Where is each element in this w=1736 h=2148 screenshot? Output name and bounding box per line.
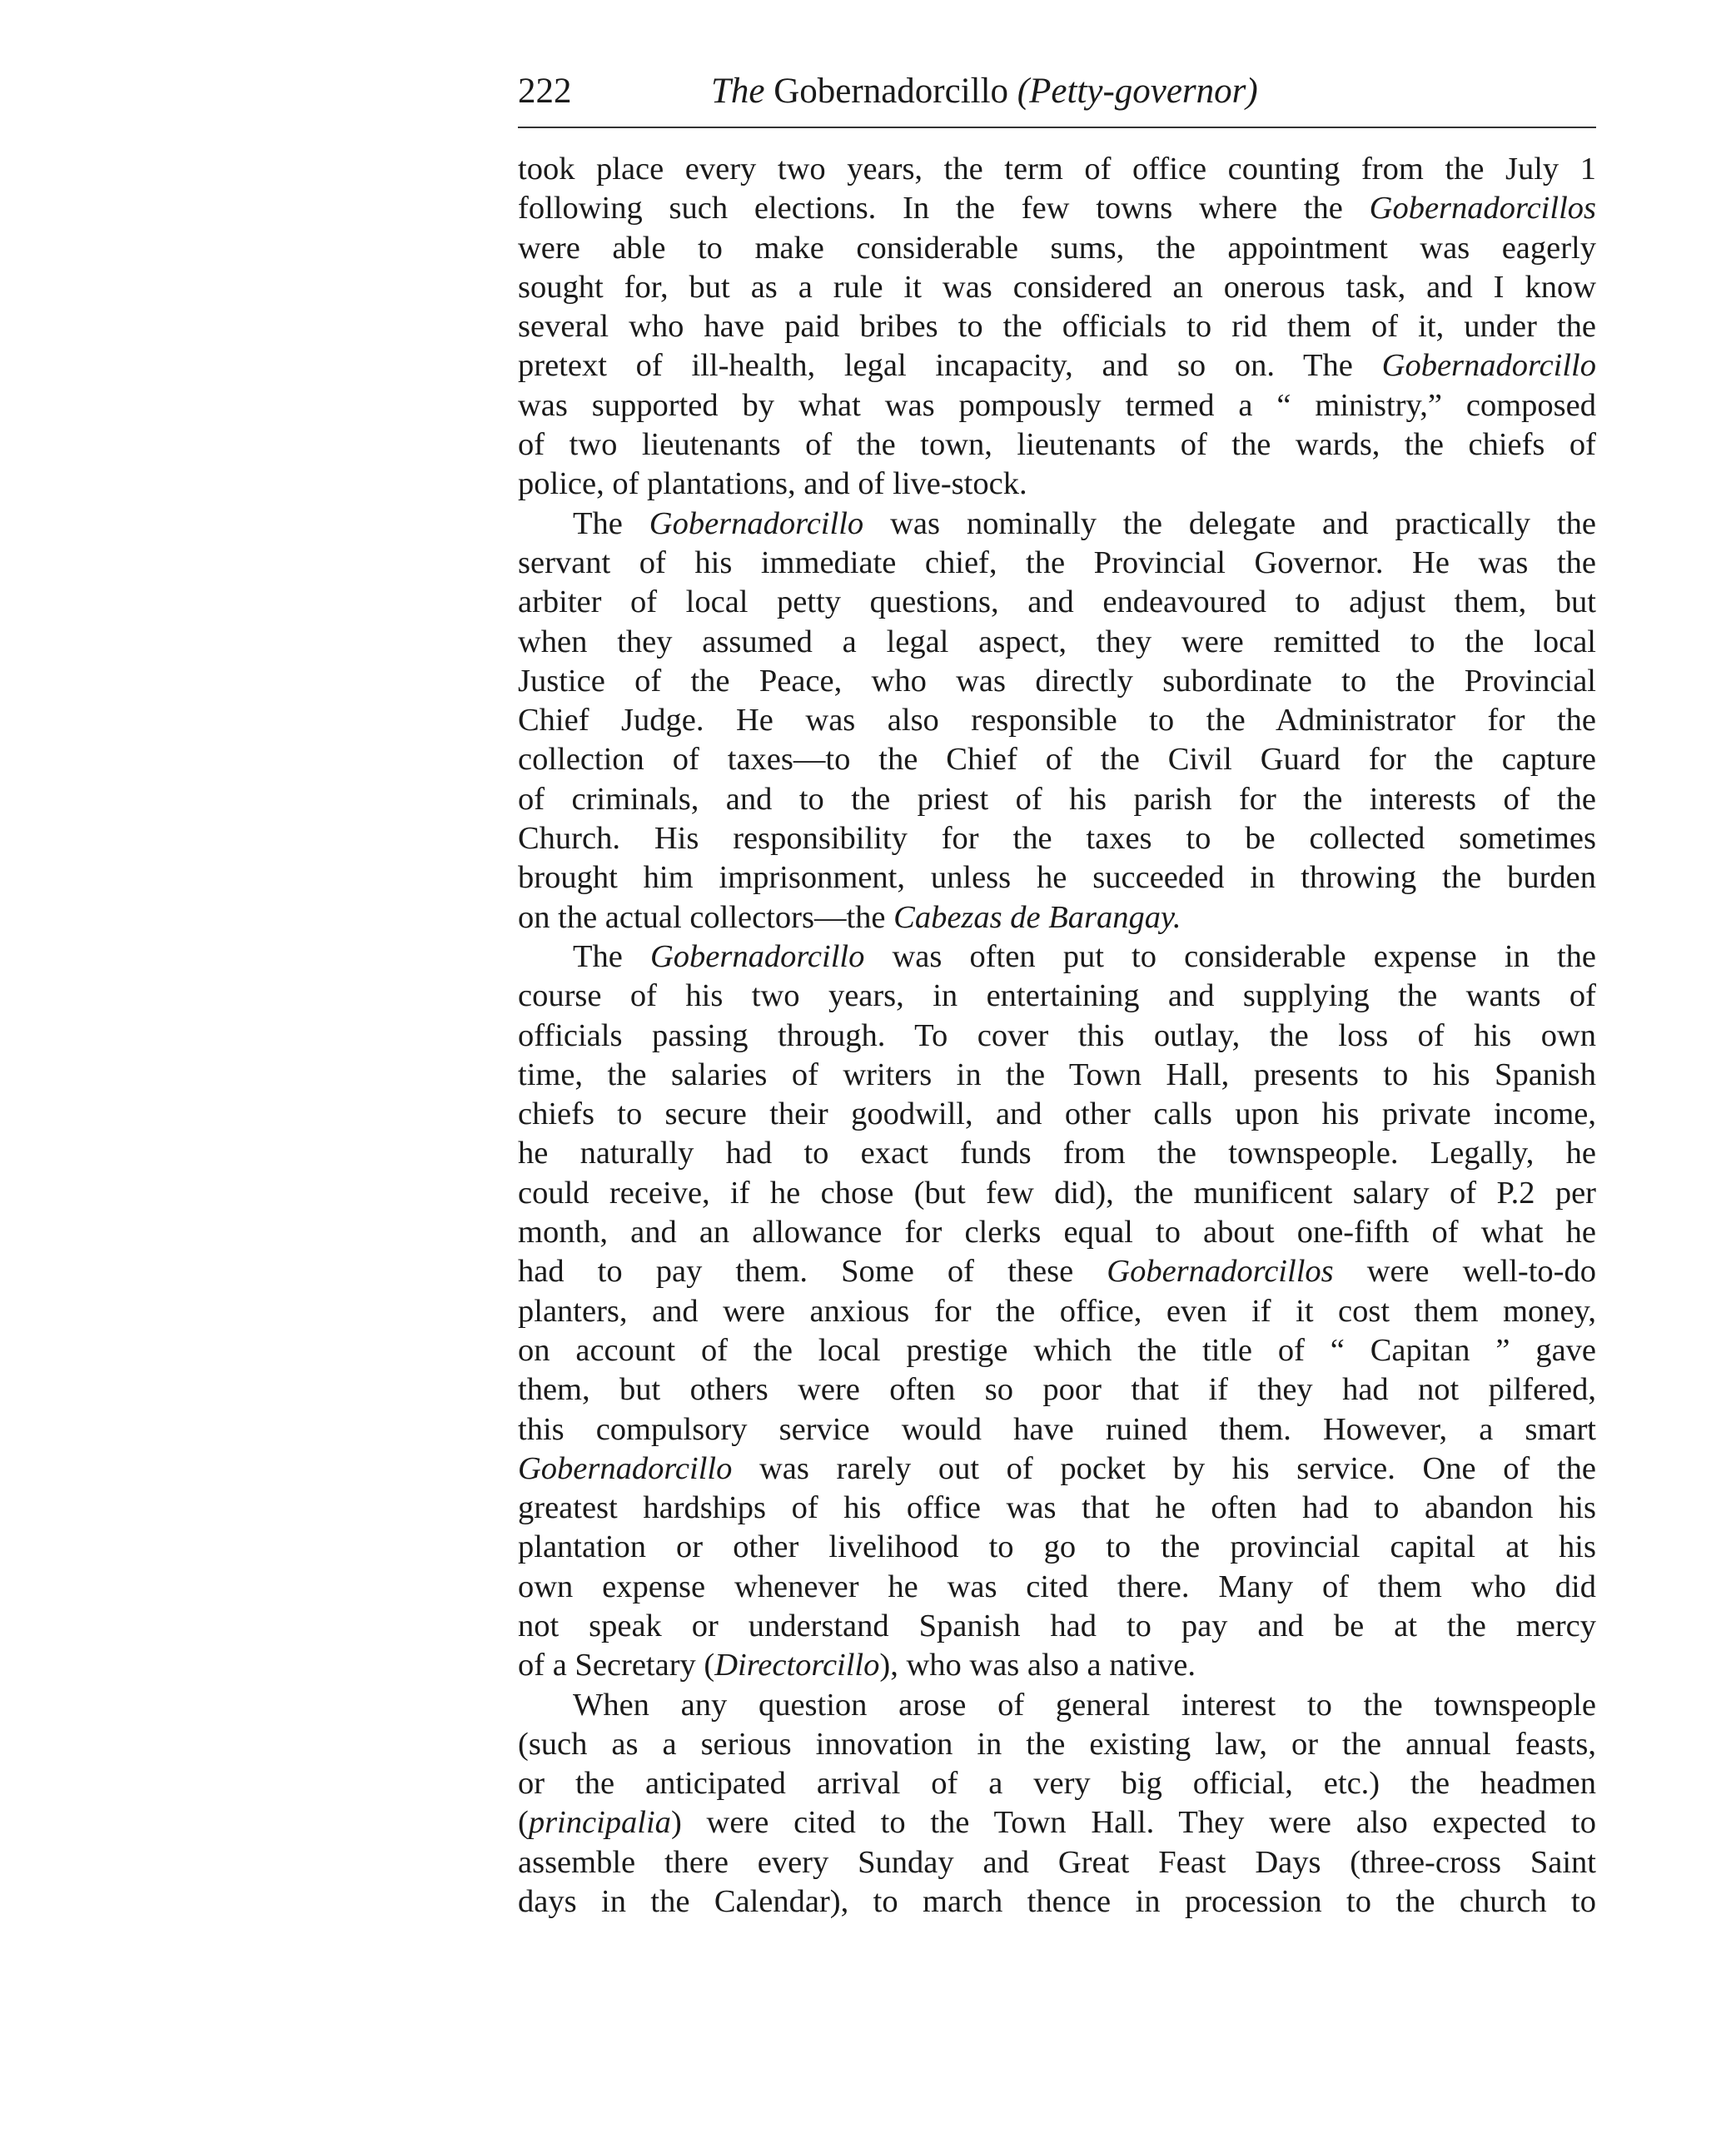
text-line: them, but others were often so poor that if they had not pilfered, [518, 1372, 1596, 1408]
text-line: could receive, if he chose (but few did), the munificent salary of P.2 per [518, 1175, 1596, 1211]
text-line: month, and an allowance for clerks equal to about one-fifth of what he [518, 1215, 1596, 1251]
text-line: of two lieutenants of the town, lieutenants of the wards, the chiefs of [518, 427, 1596, 463]
text-line: The Gobernadorcillo was nominally the delegate and practically the [573, 505, 1596, 541]
text-line: greatest hardships of his office was that he often had to abandon his [518, 1490, 1596, 1526]
header-rule [518, 127, 1596, 128]
text-line: pretext of ill-health, legal incapacity, and so on. The Gobernadorcillo [518, 348, 1596, 384]
text-line: several who have paid bribes to the officials to rid them of it, under the [518, 309, 1596, 345]
text-line: or the anticipated arrival of a very big official, etc.) the headmen [518, 1766, 1596, 1802]
text-line: on the actual collectors—the Cabezas de Barangay. [518, 899, 1181, 935]
text-line: course of his two years, in entertaining and supplying the wants of [518, 978, 1596, 1014]
text-line: brought him imprisonment, unless he succeeded in throwing the burden [518, 860, 1596, 896]
text-line: arbiter of local petty questions, and endeavoured to adjust them, but [518, 584, 1596, 620]
text-line: When any question arose of general interest to the townspeople [573, 1687, 1596, 1723]
title-article: The [711, 72, 765, 111]
running-title [711, 67, 1258, 117]
text-line: of criminals, and to the priest of his parish for the interests of the [518, 781, 1596, 817]
text-line: days in the Calendar), to march thence in procession to the church to [518, 1884, 1596, 1920]
text-line: following such elections. In the few towns where the Gobernadorcillos [518, 191, 1596, 226]
text-line: Church. His responsibility for the taxes to be collected sometimes [518, 821, 1596, 857]
text-line: he naturally had to exact funds from the townspeople. Legally, he [518, 1136, 1596, 1171]
text-line: Gobernadorcillo was rarely out of pocket by his service. One of the [518, 1450, 1596, 1486]
text-line: police, of plantations, and of live-stock. [518, 466, 1027, 502]
title-subtitle: (Petty-governor) [1017, 72, 1258, 111]
text-line: this compulsory service would have ruined them. However, a smart [518, 1411, 1596, 1447]
body-text [518, 150, 1596, 1922]
text-line: time, the salaries of writers in the Town Hall, presents to his Spanish [518, 1057, 1596, 1092]
text-line: Chief Judge. He was also responsible to the Administrator for the [518, 703, 1596, 738]
text-line: not speak or understand Spanish had to pay and be at the mercy [518, 1608, 1596, 1643]
text-line: were able to make considerable sums, the appointment was eagerly [518, 230, 1596, 266]
text-line: (principalia) were cited to the Town Hall. They were also expected to [518, 1805, 1596, 1841]
text-line: of a Secretary (Directorcillo), who was also a native. [518, 1648, 1196, 1683]
title-main: Gobernadorcillo [773, 72, 1009, 111]
text-line: had to pay them. Some of these Gobernadorcillos were well-to-do [518, 1254, 1596, 1290]
text-line: officials passing through. To cover this outlay, the loss of his own [518, 1017, 1596, 1053]
text-line: The Gobernadorcillo was often put to considerable expense in the [573, 938, 1596, 974]
text-line: sought for, but as a rule it was considered an onerous task, and I know [518, 269, 1596, 305]
text-line: on account of the local prestige which the title of “ Capitan ” gave [518, 1332, 1596, 1368]
text-line: planters, and were anxious for the office, even if it cost them money, [518, 1293, 1596, 1329]
text-line: was supported by what was pompously termed a “ ministry,” composed [518, 387, 1596, 423]
text-line: servant of his immediate chief, the Provincial Governor. He was the [518, 544, 1596, 580]
text-line: plantation or other livelihood to go to the provincial capital at his [518, 1529, 1596, 1565]
running-header [518, 67, 1596, 117]
text-line: collection of taxes—to the Chief of the Civil Guard for the capture [518, 742, 1596, 778]
text-line: took place every two years, the term of office counting from the July 1 [518, 152, 1596, 186]
text-line: chiefs to secure their goodwill, and other calls upon his private income, [518, 1096, 1596, 1132]
text-line: own expense whenever he was cited there. Many of them who did [518, 1569, 1596, 1604]
text-line: when they assumed a legal aspect, they were remitted to the local [518, 624, 1596, 659]
text-line: Justice of the Peace, who was directly subordinate to the Provincial [518, 663, 1596, 699]
text-line: (such as a serious innovation in the existing law, or the annual feasts, [518, 1726, 1596, 1762]
text-line: assemble there every Sunday and Great Feast Days (three-cross Saint [518, 1844, 1596, 1880]
page-number: 222 [518, 72, 572, 111]
